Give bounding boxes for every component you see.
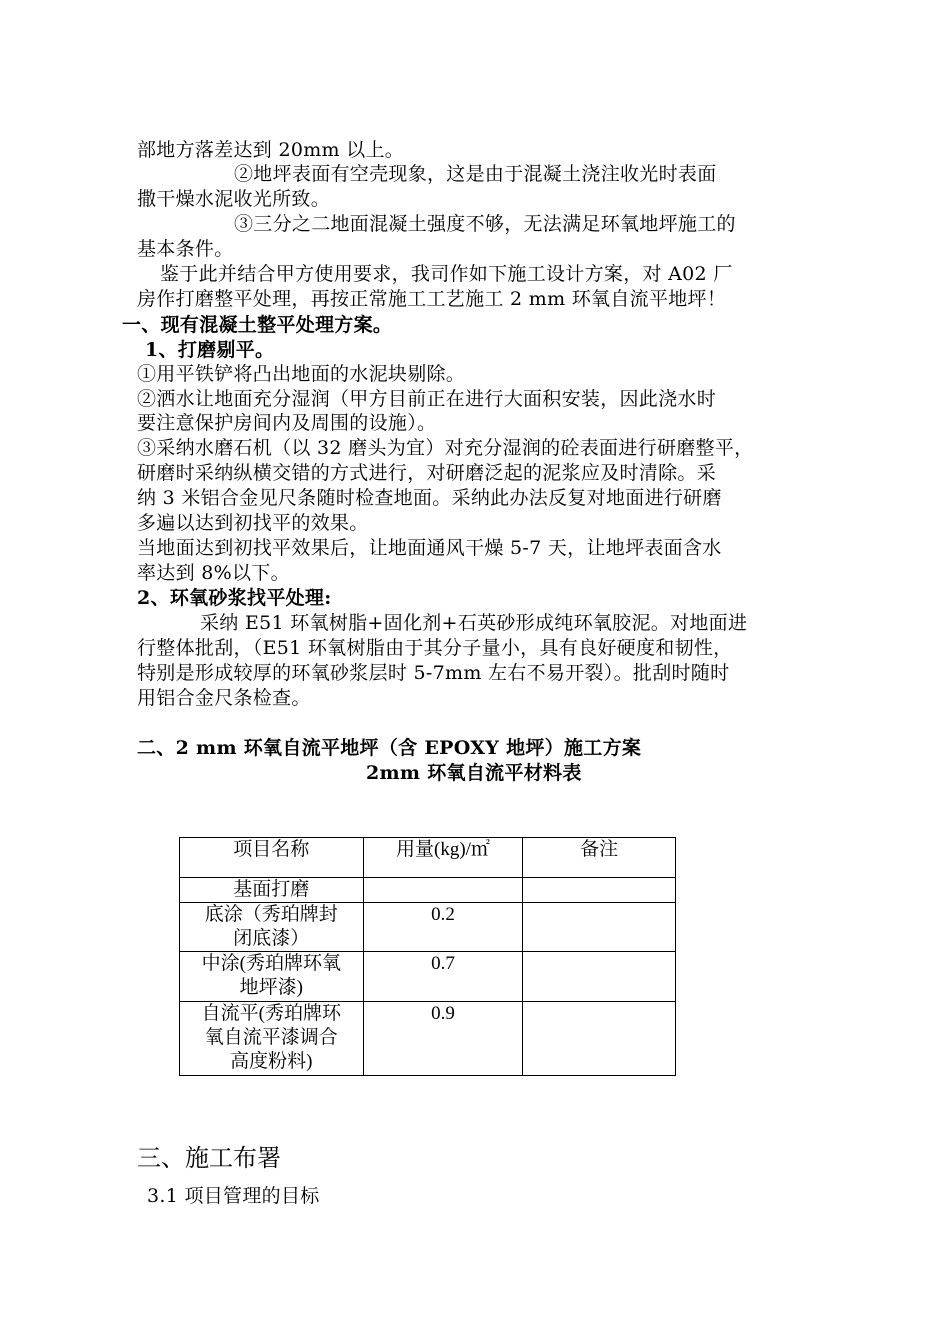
text-line: 特别是形成较厚的环氧砂浆层时 5-7mm 左右不易开裂）。批刮时随时 bbox=[137, 662, 730, 684]
text-line: 行整体批刮，（E51 环氧树脂由于其分子量小，具有良好硬度和韧性， bbox=[137, 637, 733, 659]
table-row bbox=[180, 952, 676, 1002]
item-name-cell bbox=[180, 878, 364, 903]
quantity-cell: 0.7 bbox=[363, 952, 523, 1002]
text-line: 多遍以达到初找平的效果。 bbox=[137, 512, 369, 534]
text-line: 采纳 E51 环氧树脂+固化剂+石英砂形成纯环氧胶泥。对地面进 bbox=[200, 612, 748, 634]
table-row bbox=[180, 1002, 676, 1076]
note-cell bbox=[523, 1002, 676, 1076]
table-row bbox=[180, 903, 676, 952]
text-line: 当地面达到初找平效果后，让地面通风干燥 5-7 天，让地坪表面含水 bbox=[137, 537, 722, 559]
section-heading: 一、现有混凝土整平处理方案。 bbox=[122, 314, 393, 336]
text-line: ②洒水让地面充分湿润（甲方目前正在进行大面积安装，因此浇水时 bbox=[137, 388, 717, 410]
text-line: 撒干燥水泥收光所致。 bbox=[137, 188, 331, 210]
section-heading: 三、施工布署 bbox=[137, 1144, 281, 1172]
text-line: 部地方落差达到 20mm 以上。 bbox=[137, 139, 405, 161]
text-line: ③三分之二地面混凝土强度不够，无法满足环氧地坪施工的 bbox=[234, 213, 736, 235]
section-heading: 二、2 mm 环氧自流平地坪（含 EPOXY 地坪）施工方案 bbox=[137, 737, 642, 759]
quantity-cell bbox=[363, 878, 523, 903]
subsection-heading: 2、环氧砂浆找平处理: bbox=[137, 587, 332, 609]
text-line: 要注意保护房间内及周围的设施）。 bbox=[137, 412, 437, 434]
text-line: ③采纳水磨石机（以 32 磨头为宜）对充分湿润的砼表面进行研磨整平， bbox=[137, 437, 754, 459]
subsection-heading: 3.1 项目管理的目标 bbox=[147, 1185, 320, 1207]
item-name-line: 地坪漆) bbox=[239, 977, 303, 998]
text-line: ①用平铁铲将凸出地面的水泥块剔除。 bbox=[137, 363, 466, 385]
item-name-line: 氧自流平漆调合 bbox=[204, 1027, 338, 1048]
item-name-cell bbox=[180, 952, 364, 1002]
header-cell: 备注 bbox=[523, 838, 676, 878]
item-name-line: 底涂（秀珀牌封 bbox=[204, 904, 338, 925]
subsection-heading: 1、打磨剔平。 bbox=[145, 339, 275, 361]
table-header-row bbox=[180, 838, 676, 878]
note-cell bbox=[523, 952, 676, 1002]
text-line: ②地坪表面有空壳现象，这是由于混凝土浇注收光时表面 bbox=[234, 163, 717, 185]
quantity-cell: 0.9 bbox=[363, 1002, 523, 1076]
note-cell bbox=[523, 903, 676, 952]
item-name-line: 中涂(秀珀牌环氧 bbox=[201, 953, 341, 974]
item-name-line: 自流平(秀珀牌环 bbox=[201, 1003, 341, 1024]
text-line: 用铝合金尺条检查。 bbox=[137, 687, 311, 709]
text-line: 纳 3 米铝合金见尺条随时检查地面。采纳此办法反复对地面进行研磨 bbox=[137, 487, 722, 509]
item-name-line: 闭底漆） bbox=[233, 928, 310, 949]
item-name: 基面打磨 bbox=[233, 879, 310, 900]
text-line: 基本条件。 bbox=[137, 238, 234, 260]
quantity-cell: 0.2 bbox=[363, 903, 523, 952]
item-name-line: 高度粉料) bbox=[230, 1051, 313, 1072]
text-line: 房作打磨整平处理，再按正常施工工艺施工 2 mm 环氧自流平地坪！ bbox=[137, 288, 727, 310]
item-name-cell bbox=[180, 1002, 364, 1076]
text-line: 率达到 8%以下。 bbox=[137, 562, 290, 584]
header-cell: 用量(kg)/㎡ bbox=[363, 838, 523, 878]
table-title: 2mm 环氧自流平材料表 bbox=[366, 762, 582, 784]
note-cell bbox=[523, 878, 676, 903]
materials-table bbox=[179, 837, 676, 1076]
header-cell: 项目名称 bbox=[180, 838, 364, 878]
table-row bbox=[180, 878, 676, 903]
text-line: 鉴于此并结合甲方使用要求，我司作如下施工设计方案，对 A02 厂 bbox=[160, 263, 733, 285]
text-line: 研磨时采纳纵横交错的方式进行，对研磨泛起的泥浆应及时清除。采 bbox=[137, 462, 717, 484]
item-name-cell bbox=[180, 903, 364, 952]
